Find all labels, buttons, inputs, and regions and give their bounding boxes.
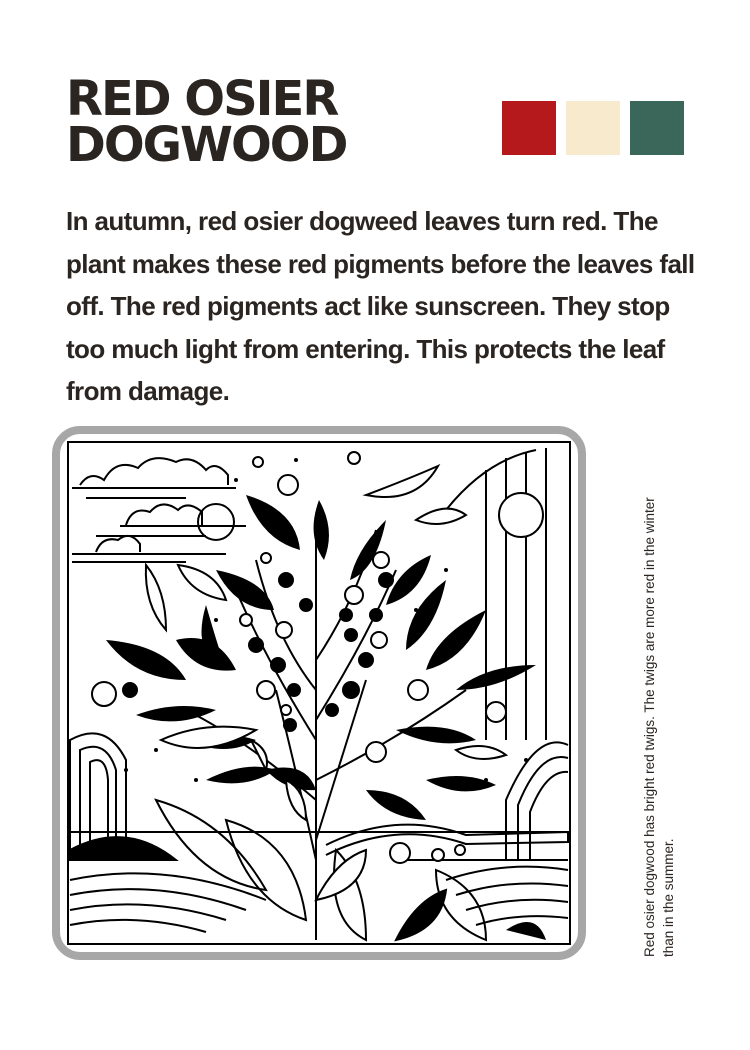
- color-palette: [502, 101, 684, 155]
- red-swatch: [502, 101, 556, 155]
- caption-line-1: Red osier dogwood has bright red twigs. The twigs are more red in the winter: [642, 497, 657, 957]
- page-title: [66, 71, 347, 173]
- body-paragraph: In autumn, red osier dogweed leaves turn red. The plant makes these red pigments before the leaves fall off. The red pigments act like sunscreen. They stop too much light from entering. This protects the leaf from damage.: [66, 206, 695, 406]
- teal-swatch: [630, 101, 684, 155]
- dogwood-coloring-illustration: [66, 440, 572, 946]
- cream-swatch: [566, 101, 620, 155]
- title-line-1: RED OSIER: [66, 71, 338, 127]
- side-caption: [640, 437, 678, 957]
- caption-line-2: than in the summer.: [661, 838, 676, 957]
- coloring-illustration-frame: [52, 426, 586, 960]
- title-line-2: DOGWOOD: [66, 117, 347, 173]
